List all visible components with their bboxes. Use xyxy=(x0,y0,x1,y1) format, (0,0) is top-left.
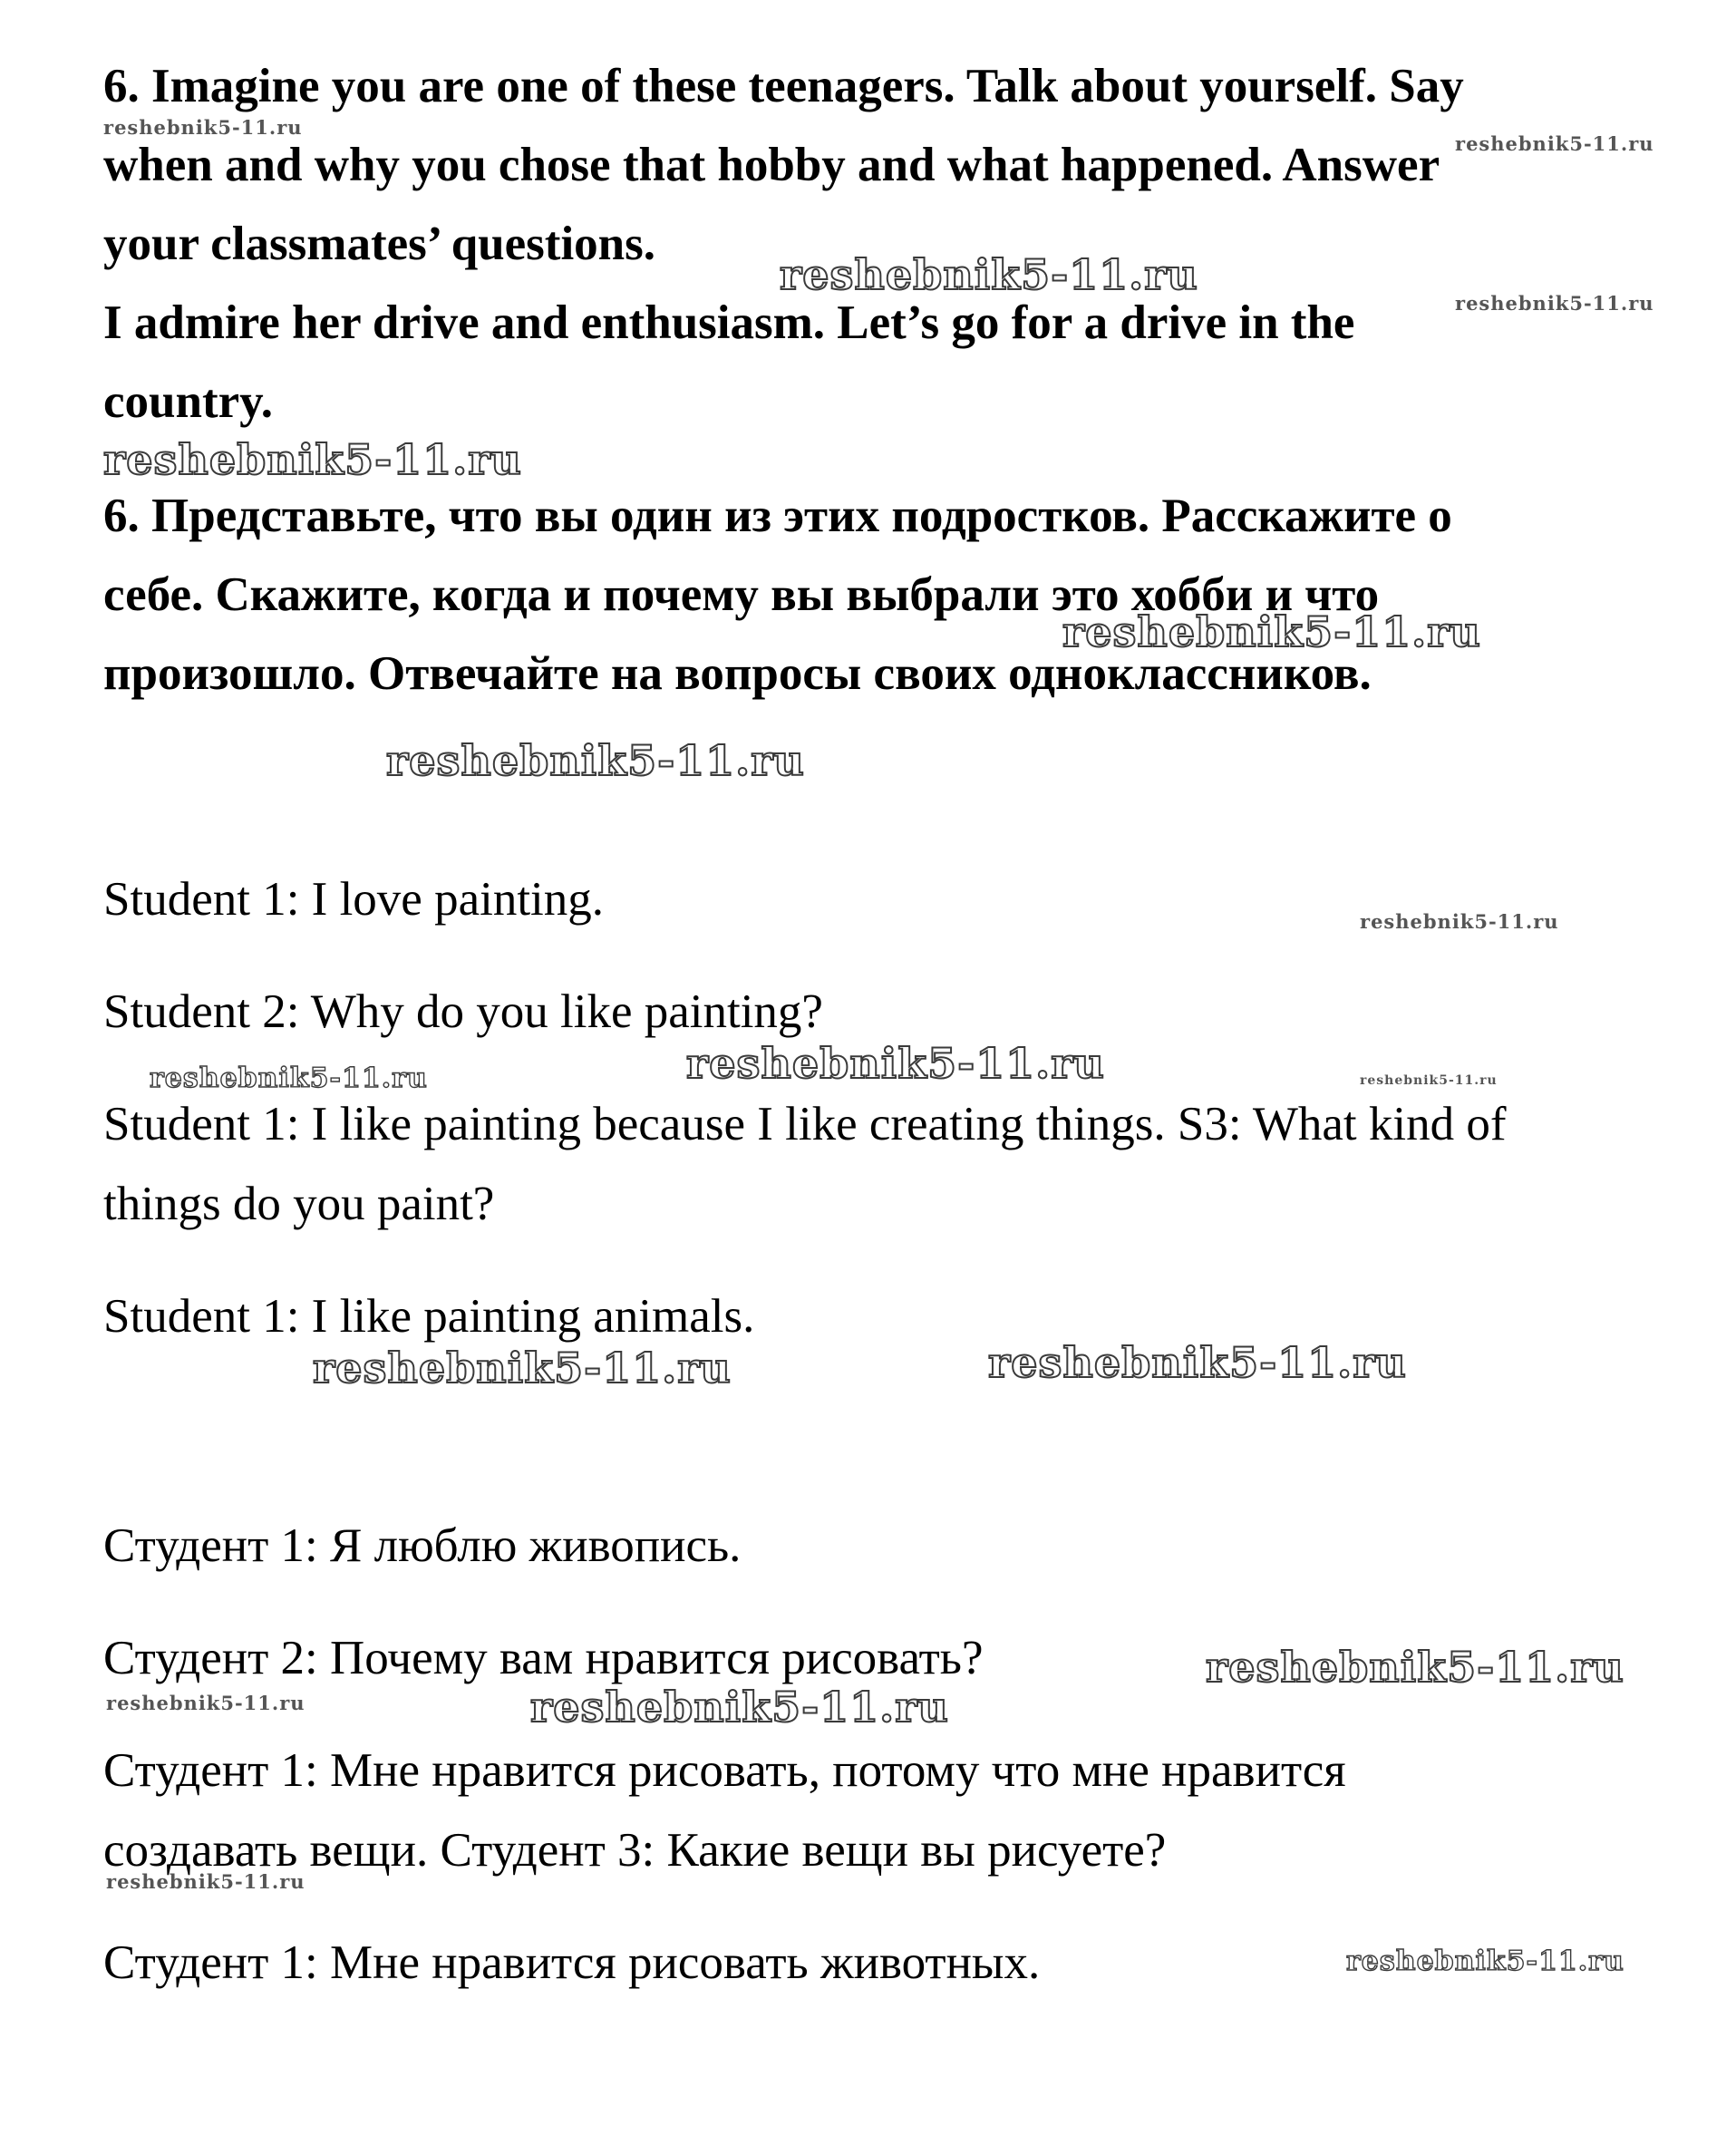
watermark: reshebnik5-11.ru xyxy=(106,1692,305,1714)
watermark: reshebnik5-11.ru xyxy=(1346,1945,1624,1977)
dialogue-en-line-3b: things do you paint? xyxy=(103,1178,495,1230)
watermark: reshebnik5-11.ru xyxy=(106,1870,305,1893)
watermark: reshebnik5-11.ru xyxy=(1455,292,1654,315)
task-en-line-2: when and why you chose that hobby and what happened. Answer xyxy=(103,139,1440,191)
watermark: reshebnik5-11.ru xyxy=(1455,132,1654,155)
watermark: reshebnik5-11.ru xyxy=(150,1062,428,1094)
task-en-line-5: country. xyxy=(103,375,273,428)
watermark: reshebnik5-11.ru xyxy=(530,1683,949,1732)
watermark: reshebnik5-11.ru xyxy=(780,250,1198,299)
watermark: reshebnik5-11.ru xyxy=(103,116,303,139)
dialogue-ru-line-3b: создавать вещи. Студент 3: Какие вещи вы рисуете? xyxy=(103,1824,1167,1877)
watermark: reshebnik5-11.ru xyxy=(686,1039,1105,1088)
watermark: reshebnik5-11.ru xyxy=(1206,1643,1624,1692)
dialogue-en-line-2: Student 2: Why do you like painting? xyxy=(103,985,823,1038)
watermark: reshebnik5-11.ru xyxy=(103,435,522,484)
task-heading-ru xyxy=(103,477,1644,713)
dialogue-ru-line-3a: Студент 1: Мне нравится рисовать, потому что мне нравится xyxy=(103,1744,1346,1797)
task-ru-line-3: произошло. Отвечайте на вопросы своих одноклассников. xyxy=(103,647,1372,700)
dialogue-ru-line-2: Студент 2: Почему вам нравится рисовать? xyxy=(103,1632,984,1684)
watermark: reshebnik5-11.ru xyxy=(1360,1073,1498,1088)
watermark: reshebnik5-11.ru xyxy=(1062,607,1481,656)
watermark: reshebnik5-11.ru xyxy=(988,1338,1407,1387)
dialogue-en-line-1: Student 1: I love painting. xyxy=(103,873,605,926)
dialogue-en-line-4: Student 1: I like painting animals. xyxy=(103,1290,755,1343)
task-en-line-4: I admire her drive and enthusiasm. Let’s go for a drive in the xyxy=(103,296,1355,349)
watermark: reshebnik5-11.ru xyxy=(1360,910,1559,933)
watermark: reshebnik5-11.ru xyxy=(313,1344,732,1392)
dialogue-ru-line-4: Студент 1: Мне нравится рисовать животных. xyxy=(103,1936,1041,1989)
task-ru-line-2: себе. Скажите, когда и почему вы выбрали это хобби и что xyxy=(103,568,1380,621)
task-ru-line-1: 6. Представьте, что вы один из этих подростков. Расскажите о xyxy=(103,490,1452,542)
dialogue-en-line-3a: Student 1: I like painting because I like creating things. S3: What kind of xyxy=(103,1098,1507,1150)
task-en-line-3: your classmates’ questions. xyxy=(103,218,656,270)
dialogue-ru-line-1: Студент 1: Я люблю живопись. xyxy=(103,1519,742,1572)
watermark: reshebnik5-11.ru xyxy=(386,736,805,785)
task-en-line-1: 6. Imagine you are one of these teenagers. Talk about yourself. Say xyxy=(103,60,1464,112)
task-heading-en xyxy=(103,47,1644,441)
